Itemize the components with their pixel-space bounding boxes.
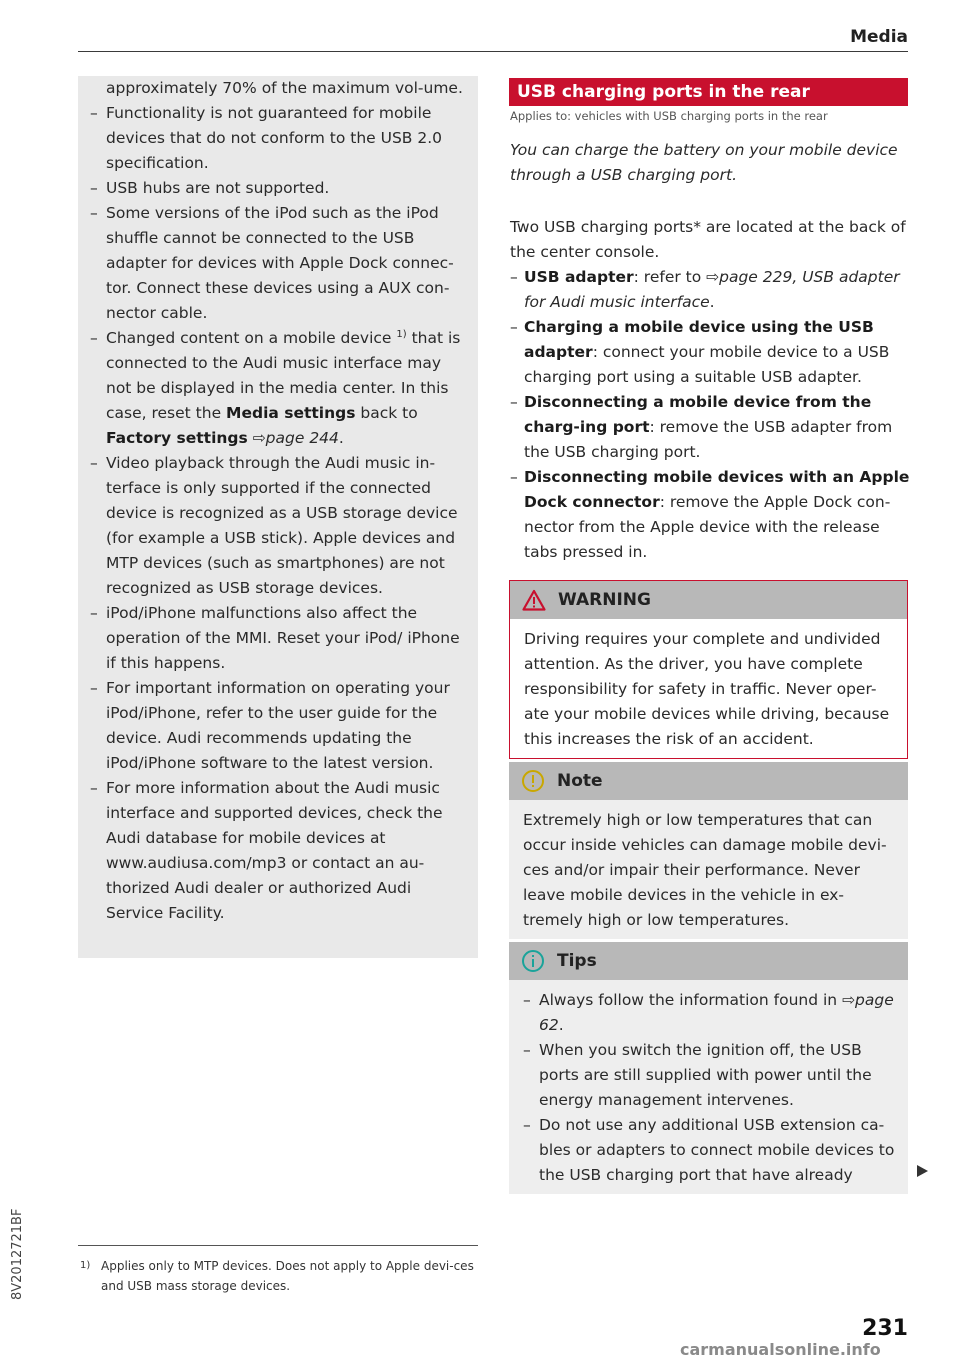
list-item: – Some versions of the iPod such as the iPod shuffle cannot be connected to the USB adapter for devices with Apple Dock connec-tor. Connect these devices using a AUX con-nector cable. <box>90 204 454 322</box>
section-title: Media <box>850 27 908 47</box>
tips-list <box>509 980 908 1194</box>
applies-to: Applies to: vehicles with USB charging ports in the rear <box>510 109 828 123</box>
list-item: – Changed content on a mobile device $^{1)}$ that is connected to the Audi music interface may not be displayed in the media center. In this case, reset the Media settings back to Factory settings ⇨page 244. <box>90 328 461 447</box>
list-item: – Video playback through the Audi music in-terface is only supported if the connected device is recognized as a USB storage device (for example a USB stick). Apple devices and MTP devices (such as smartphones) are not recognized as USB storage devices. <box>90 454 458 597</box>
intro-text: You can charge the battery on your mobile device through a USB charging port. <box>510 141 898 184</box>
list-item: – iPod/iPhone malfunctions also affect the operation of the MMI. Reset your iPod/ iPhone if this happens. <box>90 604 460 672</box>
list-item: – Disconnecting mobile devices with an Apple Dock connector: remove the Apple Dock con-nector from the Apple device with the release tabs pressed in. <box>510 468 910 561</box>
continue-arrow-icon <box>915 1163 929 1182</box>
note-box <box>509 762 908 939</box>
footnote: 1) Applies only to MTP devices. Does not apply to Apple devi-ces and USB mass storage devices. <box>80 1259 474 1293</box>
paragraph: Two USB charging ports* are located at the back of the center console. <box>510 218 906 261</box>
note-text: Extremely high or low temperatures that can occur inside vehicles can damage mobile devi-ces and/or impair their performance. Never leave mobile devices in the vehicle in ex-tremely high or low temperatures. <box>509 800 908 939</box>
page-link[interactable]: ⇨page 244 <box>247 429 339 447</box>
info-circle-icon <box>521 949 545 973</box>
warning-box <box>509 580 908 759</box>
factory-settings-label: Factory settings <box>106 429 248 447</box>
warning-header: WARNING <box>510 581 907 619</box>
exclamation-circle-icon <box>521 769 545 793</box>
list-item: – Functionality is not guaranteed for mobile devices that do not conform to the USB 2.0 specification. <box>90 104 443 172</box>
list-item: – USB adapter: refer to ⇨page 229, USB adapter for Audi music interface. <box>510 268 900 311</box>
left-column <box>90 76 470 926</box>
note-header: Note <box>509 762 908 800</box>
warning-triangle-icon <box>522 589 546 611</box>
section-heading: USB charging ports in the rear <box>509 78 908 106</box>
warning-text: Driving requires your complete and undivided attention. As the driver, you have complete responsibility for safety in traffic. Never oper-ate your mobile devices while driving, because this increases the risk of an accident. <box>510 619 907 758</box>
page-number: 231 <box>862 1316 908 1341</box>
list-item: – Do not use any additional USB extension ca-bles or adapters to connect mobile devices to the USB charging port that have already <box>523 1116 895 1184</box>
list-item: – Disconnecting a mobile device from the charg-ing port: remove the USB adapter from the USB charging port. <box>510 393 893 461</box>
list-item: – For important information on operating your iPod/iPhone, refer to the user guide for the device. Audi recommends updating the iPod/iPhone software to the latest version. <box>90 679 450 772</box>
tips-box <box>509 942 908 1194</box>
page-link[interactable]: ⇨page 62 <box>539 991 894 1034</box>
page-link[interactable]: ⇨page 229, USB adapter for Audi music interface <box>524 268 900 311</box>
footnote-ref[interactable]: 1) <box>396 328 407 340</box>
tips-header: Tips <box>509 942 908 980</box>
watermark: carmanualsonline.info <box>680 1340 881 1359</box>
header-rule <box>78 51 908 52</box>
right-column <box>510 215 910 565</box>
media-settings-label: Media settings <box>226 404 356 422</box>
footnote-rule <box>78 1245 478 1246</box>
list-item: – For more information about the Audi music interface and supported devices, check the Audi database for mobile devices at www.audiusa.com/mp3 or contact an au-thorized Audi dealer or authorized Audi Service Facility. <box>90 779 443 922</box>
list-item: – When you switch the ignition off, the USB ports are still supplied with power until the energy management intervenes. <box>523 1041 872 1109</box>
document-code: 8V2012721BF <box>10 1208 25 1300</box>
list-item: approximately 70% of the maximum vol-ume. <box>106 79 463 97</box>
list-item: – USB hubs are not supported. <box>90 179 330 197</box>
list-item: – Charging a mobile device using the USB adapter: connect your mobile device to a USB charging port using a suitable USB adapter. <box>510 318 890 386</box>
list-item: – Always follow the information found in ⇨page 62. <box>523 991 894 1034</box>
